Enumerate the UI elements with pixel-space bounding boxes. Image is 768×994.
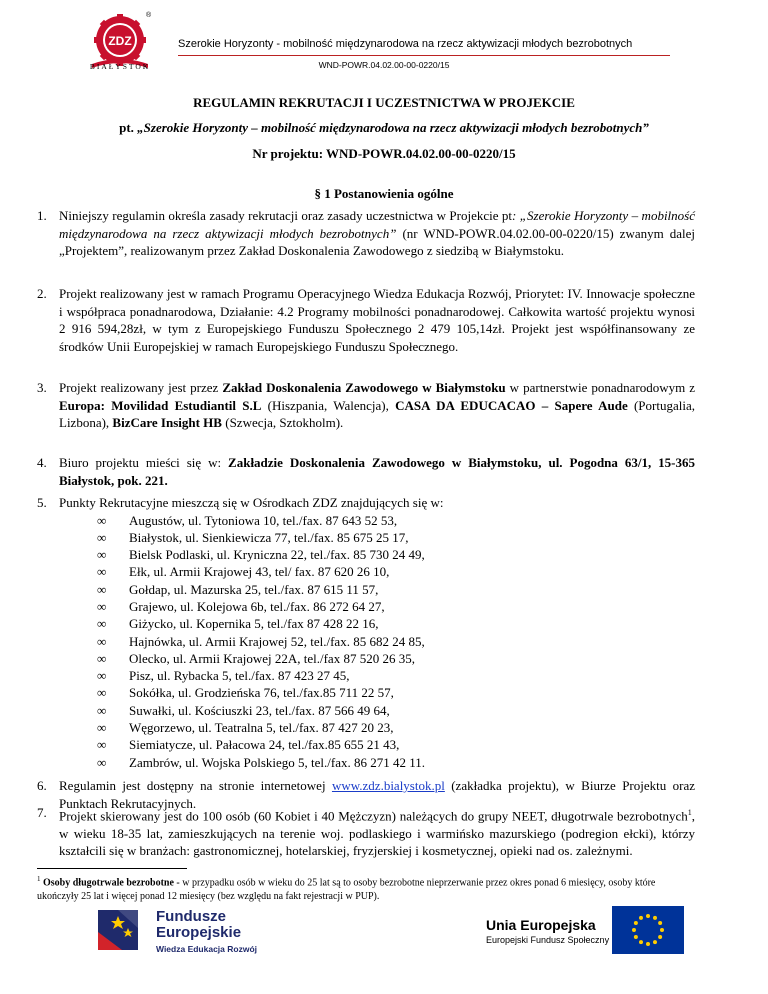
infinity-bullet-icon: ∞	[97, 754, 107, 770]
infinity-bullet-icon: ∞	[97, 547, 107, 563]
document-title: REGULAMIN REKRUTACJI I UCZESTNICTWA W PROJEKCIE	[193, 95, 575, 110]
recruitment-point: ∞ Siemiatycze, ul. Pałacowa 24, tel./fax.85 655 21 43,	[97, 737, 400, 753]
recruitment-point: ∞ Węgorzewo, ul. Teatralna 5, tel./fax. 87 427 20 23,	[97, 720, 394, 736]
eu-text: Unia Europejska Europejski Fundusz Społeczny	[486, 917, 610, 945]
header-divider	[178, 55, 670, 56]
recruitment-point: ∞ Białystok, ul. Sienkiewicza 77, tel./fax. 85 675 25 17,	[97, 529, 409, 545]
infinity-bullet-icon: ∞	[97, 633, 107, 649]
recruitment-point: ∞ Olecko, ul. Armii Krajowej 22A, tel./fax 87 520 26 35,	[97, 650, 415, 666]
infinity-bullet-icon: ∞	[97, 650, 107, 666]
infinity-bullet-icon: ∞	[97, 581, 107, 597]
recruitment-point: ∞ Sokółka, ul. Grodzieńska 76, tel./fax.85 711 22 57,	[97, 685, 394, 701]
infinity-bullet-icon: ∞	[97, 685, 107, 701]
list-item-6: 6. Regulamin jest dostępny na stronie internetowej www.zdz.bialystok.pl (zakładka projektu), w Biurze Projektu oraz Punktach Rekrutacyjnych.	[37, 778, 696, 811]
infinity-bullet-icon: ∞	[97, 616, 107, 632]
eu-flag-icon	[612, 906, 684, 954]
infinity-bullet-icon: ∞	[97, 702, 107, 718]
infinity-bullet-icon: ∞	[97, 598, 107, 614]
eu-star	[660, 928, 664, 932]
infinity-bullet-icon: ∞	[97, 737, 107, 753]
recruitment-point: ∞ Bielsk Podlaski, ul. Kryniczna 22, tel./fax. 85 730 24 49,	[97, 547, 425, 563]
infinity-bullet-icon: ∞	[97, 564, 107, 580]
svg-text:ZDZ: ZDZ	[108, 34, 132, 48]
recruitment-point: ∞ Giżycko, ul. Kopernika 5, tel./fax 87 428 22 16,	[97, 616, 379, 632]
list-item-7: 7. Projekt skierowany jest do 100 osób (60 Kobiet i 40 Mężczyzn) należących do grupy NEET, długotrwale bezrobotnych$^1$, w wieku 18-35 lat, zamieszkujących na terenie woj. podlaskiego i warmińsko mazurskiego (podregion ełcki), którzy kształcili się w branżach: gastronomicznej, hotelarskiej, fryzjerskiej i kosmetycznej, opieki nad os. zależnymi.	[37, 805, 695, 859]
list-item-1: 1. Niniejszy regulamin określa zasady rekrutacji oraz zasady uczestnictwa w Projekcie pt: „Szerokie Horyzonty – mobilność międzynarodowa na rzecz aktywizacji młodych bezrobotnych” (nr WND-POWR.04.02.00-00-0220/15) zwanym dalej „Projektem”, realizowanym przez Zakład Doskonalenia Zawodowego z siedzibą w Białymstoku.	[37, 208, 695, 258]
eu-star	[653, 940, 657, 944]
website-link[interactable]: www.zdz.bialystok.pl	[331, 778, 445, 793]
recruitment-point: ∞ Grajewo, ul. Kolejowa 6b, tel./fax. 86 272 64 27,	[97, 598, 385, 614]
recruitment-point: ∞ Suwałki, ul. Kościuszki 23, tel./fax. 87 566 49 64,	[97, 702, 390, 718]
eu-star	[639, 916, 643, 920]
registered-mark: ®	[146, 12, 152, 19]
recruitment-point: ∞ Gołdap, ul. Mazurska 25, tel./fax. 87 615 11 57,	[97, 581, 379, 597]
infinity-bullet-icon: ∞	[97, 720, 107, 736]
recruitment-point: ∞ Pisz, ul. Rybacka 5, tel./fax. 87 423 27 45,	[97, 668, 350, 684]
project-number: Nr projektu: WND-POWR.04.02.00-00-0220/15	[252, 146, 516, 161]
infinity-bullet-icon: ∞	[97, 668, 107, 684]
eu-star	[646, 942, 650, 946]
recruitment-point: ∞ Hajnówka, ul. Armii Krajowej 52, tel./fax. 85 682 24 85,	[97, 633, 425, 649]
footnote: $^1$ Osoby długotrwale bezrobotne - w przypadku osób w wieku do 25 lat są to osoby bezrobotne nieprzerwanie przez okres ponad 6 miesięcy, osoby które ukończyły 25 lat i więcej ponad 12 miesięcy (bez względu na fakt rejestracji w PUP).	[37, 875, 656, 902]
eu-star	[653, 916, 657, 920]
list-item-4: 4. Biuro projektu mieści się w: Zakładzie Doskonalenia Zawodowego w Białymstoku, ul. Pogodna 63/1, 15-365 Białystok, pok. 221.	[37, 455, 695, 488]
logo-city: BIAŁYSTOK	[89, 62, 151, 71]
fundusze-europejskie-logo	[92, 906, 152, 952]
document-subtitle: pt. „Szerokie Horyzonty – mobilność międzynarodowa na rzecz aktywizacji młodych bezrobotnych”	[119, 120, 649, 135]
eu-star	[634, 935, 638, 939]
list-item-5: 5. Punkty Rekrutacyjne mieszczą się w Ośrodkach ZDZ znajdujących się w: ∞ Augustów, ul. Tytoniowa 10, tel./fax. 87 643 52 53, ∞ Białystok, ul. Sienkiewicza 77, tel./fax. 85 675 25 17, ∞ Bielsk Podlaski, ul. Kryniczna 22, tel./fax. 85 730 24 49, ∞ Ełk, ul. Armii Krajowej 43, tel/ fax. 87 620 26 10, ∞ Gołdap, ul. Mazurska 25, tel./fax. 87 615 11 57, ∞ Grajewo, ul. Kolejowa 6b, tel./fax. 86 272 64 27, ∞ Giżycko, ul. Kopernika 5, tel./fax 87 428 22 16, ∞ Hajnówka, ul. Armii Krajowej 52, tel./fax. 85 682 24 85, ∞ Olecko, ul. Armii Krajowej 22A, tel./fax 87 520 26 35, ∞ Pisz, ul. Rybacka 5, tel./fax. 87 423 27 45, ∞ Sokółka, ul. Grodzieńska 76, tel./fax.85 711 22 57, ∞ Suwałki, ul. Kościuszki 23, tel./fax. 87 566 49 64, ∞ Węgorzewo, ul. Teatralna 5, tel./fax. 87 427 20 23, ∞ Siemiatycze, ul. Pałacowa 24, tel./fax.85 655 21 43, ∞ Zambrów, ul. Wojska Polskiego 5, tel./fax. 86 271 42 11.	[37, 494, 695, 771]
header-project-code: WND-POWR.04.02.00-00-0220/15	[318, 60, 450, 70]
infinity-bullet-icon: ∞	[97, 512, 107, 528]
recruitment-point: ∞ Ełk, ul. Armii Krajowej 43, tel/ fax. 87 620 26 10,	[97, 564, 390, 580]
eu-star	[639, 940, 643, 944]
eu-star	[658, 935, 662, 939]
eu-star	[634, 921, 638, 925]
recruitment-point: ∞ Augustów, ul. Tytoniowa 10, tel./fax. 87 643 52 53,	[97, 512, 398, 528]
header-title: Szerokie Horyzonty - mobilność międzynarodowa na rzecz aktywizacji młodych bezrobotnych	[178, 38, 633, 50]
eu-star	[632, 928, 636, 932]
eu-star	[646, 914, 650, 918]
recruitment-point: ∞ Zambrów, ul. Wojska Polskiego 5, tel./fax. 86 271 42 11.	[97, 754, 425, 770]
section-heading: § 1 Postanowienia ogólne	[314, 186, 454, 201]
list-item-2: 2. Projekt realizowany jest w ramach Programu Operacyjnego Wiedza Edukacja Rozwój, Priorytet: IV. Innowacje społeczne i współpraca ponadnarodowa, Działanie: 4.2 Programy mobilności ponadnarodowej. Całkowita wartość projektu wynosi 2 916 594,28zł, w tym z Europejskiego Funduszu Społecznego 2 479 105,14zł. Projekt jest współfinansowany ze środków Unii Europejskiej w ramach Europejskiego Funduszu Społecznego.	[37, 286, 695, 354]
recruitment-points-list	[37, 512, 695, 771]
list-item-3: 3. Projekt realizowany jest przez Zakład Doskonalenia Zawodowego w Białymstoku w partnerstwie ponadnarodowym z Europa: Movilidad Estudiantil S.L (Hiszpania, Walencja), CASA DA EDUCACAO – Sapere Aude (Portugalia, Lizbona), BizCare Insight HB (Szwecja, Sztokholm).	[37, 380, 696, 430]
fundusze-europejskie-text: Fundusze Europejskie Wiedza Edukacja Rozwój	[156, 908, 257, 954]
eu-star	[658, 921, 662, 925]
footnote-divider	[37, 868, 187, 869]
infinity-bullet-icon: ∞	[97, 529, 107, 545]
